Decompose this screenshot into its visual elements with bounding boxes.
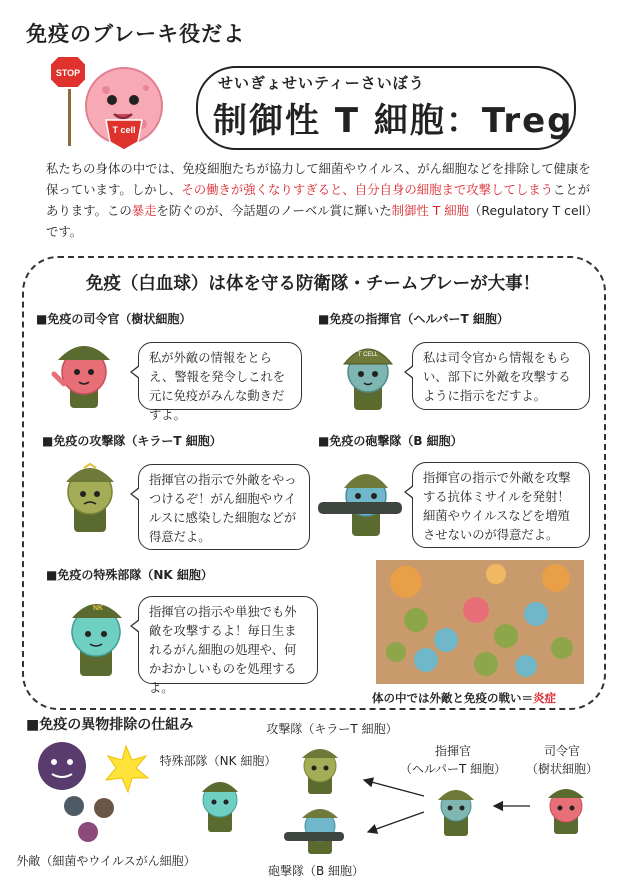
intro-text-3: を防ぐのが、今話題のノーベル賞に輝いた <box>156 203 392 218</box>
nk-label: 特殊部隊（NK 細胞） <box>159 754 277 768</box>
helper-label-sub: （ヘルパーT 細胞） <box>399 762 507 776</box>
commander-speech-bubble: 私が外敵の情報をとらえ、警報を発令しこれを元に免疫がみんな動きだすよ。 <box>138 342 302 410</box>
intro-text-4: （Regulatory T cell）です。 <box>46 203 592 239</box>
helmet-text: T CELL <box>357 352 379 358</box>
dc-label-title: 司令官 <box>543 744 580 758</box>
artillery-heading: ■免疫の砲撃隊（B 細胞） <box>318 434 463 448</box>
killer-label: 攻撃隊（キラーT 細胞） <box>266 722 398 736</box>
commander-heading: ■免疫の司令官（樹状細胞） <box>36 312 192 326</box>
title-ruby: せいぎょせいティーさいぼう <box>218 74 425 92</box>
nk-helmet-text: NK <box>92 605 104 612</box>
special-heading: ■免疫の特殊部隊（NK 細胞） <box>46 568 213 582</box>
arrow-helper-to-bcell <box>368 812 424 832</box>
stop-sign-text: STOP <box>55 68 81 78</box>
intro-highlight-1: その働きが強くなりすぎると、自分自身の細胞まで攻撃してしまう <box>181 182 554 197</box>
artillery-speech-bubble: 指揮官の指示で外敵を攻撃する抗体ミサイルを発射！細菌やウイルスなどを増殖させないのが得意だよ。 <box>412 462 590 548</box>
mascot-badge-text: T cell <box>112 125 136 135</box>
intro-text-2: ことがあります。この <box>46 182 591 218</box>
team-box-title: 免疫（白血球）は体を守る防衛隊・チームプレーが大事！ <box>85 274 541 294</box>
battle-caption-text: 体の中では外敵と免疫の戦い＝ <box>372 691 533 705</box>
director-heading: ■免疫の指揮官（ヘルパーT 細胞） <box>318 312 509 326</box>
page-heading: 免疫のブレーキ役だよ <box>26 22 246 46</box>
attack-heading: ■免疫の攻撃隊（キラーT 細胞） <box>42 434 222 448</box>
dc-label-sub: （樹状細胞） <box>525 762 598 776</box>
mechanism-title: ■免疫の異物排除の仕組み <box>26 717 194 733</box>
main-title: 制御性 T 細胞：Treg <box>213 101 574 141</box>
director-speech-bubble: 私は司令官から情報をもらい、部下に外敵を攻撃するように指示をだすよ。 <box>412 342 590 410</box>
helper-label-title: 指揮官 <box>434 744 471 758</box>
intro-highlight-3: 制御性 T 細胞 <box>391 203 469 218</box>
attack-speech-bubble: 指揮官の指示で外敵をやっつけるぞ！がん細胞やウイルスに感染した細胞などが得意だよ。 <box>138 464 310 550</box>
arrow-helper-to-killer <box>364 780 424 796</box>
battle-caption-highlight: 炎症 <box>533 691 556 705</box>
intro-text-1: 私たちの身体の中では、免疫細胞たちが協力して細菌やウイルス、がん細胞などを排除して健康を保っています。しかし、 <box>46 161 591 197</box>
intro-highlight-2: 暴走 <box>131 203 157 218</box>
special-speech-bubble: 指揮官の指示や単独でも外敵を攻撃するよ！毎日生まれるがん細胞の処理や、何かおかしいものを処理するよ。 <box>138 596 318 684</box>
enemy-label: 外敵（細菌やウイルスがん細胞） <box>16 854 196 868</box>
b-cell-label: 砲撃隊（B 細胞） <box>267 864 365 878</box>
